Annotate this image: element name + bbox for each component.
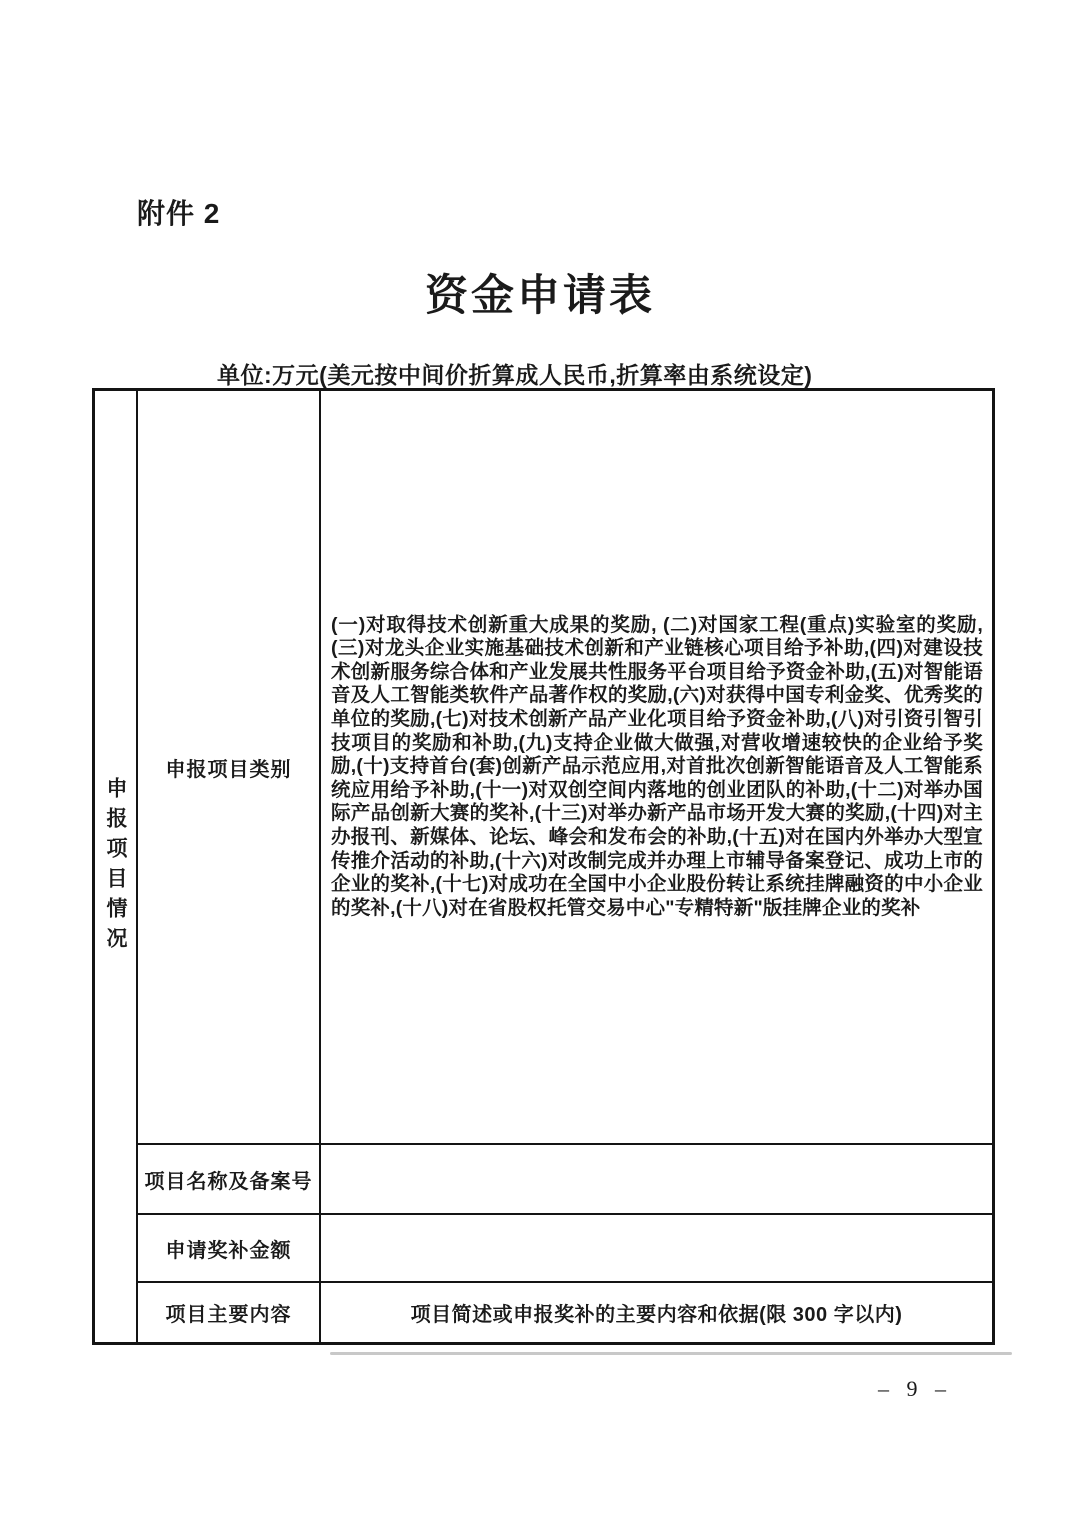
cell-project-name-record-number-empty: [321, 1145, 992, 1215]
scan-artifact-line: [330, 1352, 1012, 1355]
application-form-table: [92, 388, 995, 1345]
page-title: 资金申请表: [425, 273, 655, 320]
section-cell-declared-project-info: [95, 391, 138, 1342]
cell-project-main-content: 项目简述或申报奖补的主要内容和依据(限 300 字以内): [321, 1283, 992, 1342]
row-label-project-name-record-number: 项目名称及备案号: [138, 1145, 321, 1215]
unit-note: 单位:万元(美元按中间价折算成人民币,折算率由系统设定): [217, 362, 813, 388]
cell-requested-award-amount-empty: [321, 1215, 992, 1283]
cell-project-category-content: [321, 391, 992, 1145]
section-label-vertical: 申报项目情况: [104, 776, 127, 957]
attachment-label: 附件 2: [137, 198, 221, 229]
row-label-requested-award-amount: 申请奖补金额: [138, 1215, 321, 1283]
row-label-project-category: 申报项目类别: [138, 391, 321, 1145]
row-label-project-main-content: 项目主要内容: [138, 1283, 321, 1342]
project-category-text: (一)对取得技术创新重大成果的奖励, (二)对国家工程(重点)实验室的奖励,(三)对龙头企业实施基础技术创新和产业链核心项目给予补助,(四)对建设技术创新服务综合体和产业发展共性服务平台项目给予资金补助,(五)对智能语音及人工智能类软件产品著作权的奖励,(六)对获得中国专利金奖、优秀奖的单位的奖励,(七)对技术创新产品产业化项目给予资金补助,(八)对引资引智引技项目的奖励和补助,(九)支持企业做大做强,对营收增速较快的企业给予奖励,(十)支持首台(套)创新产品示范应用,对首批次创新智能语音及人工智能系统应用给予补助,(十一)对双创空间内落地的创业团队的补助,(十二)对举办国际产品创新大赛的奖补,(十三)对举办新产品市场开发大赛的奖励,(十四)对主办报刊、新媒体、论坛、峰会和发布会的补助,(十五)对在国内外举办大型宣传推介活动的补助,(十六)对改制完成并办理上市辅导备案登记、成功上市的企业的奖补,(十七)对成功在全国中小企业股份转让系统挂牌融资的中小企业的奖补,(十八)对在省股权托管交易中心"专精特新"版挂牌企业的奖补: [331, 613, 983, 919]
page-number-text: – 9 –: [878, 1376, 952, 1401]
